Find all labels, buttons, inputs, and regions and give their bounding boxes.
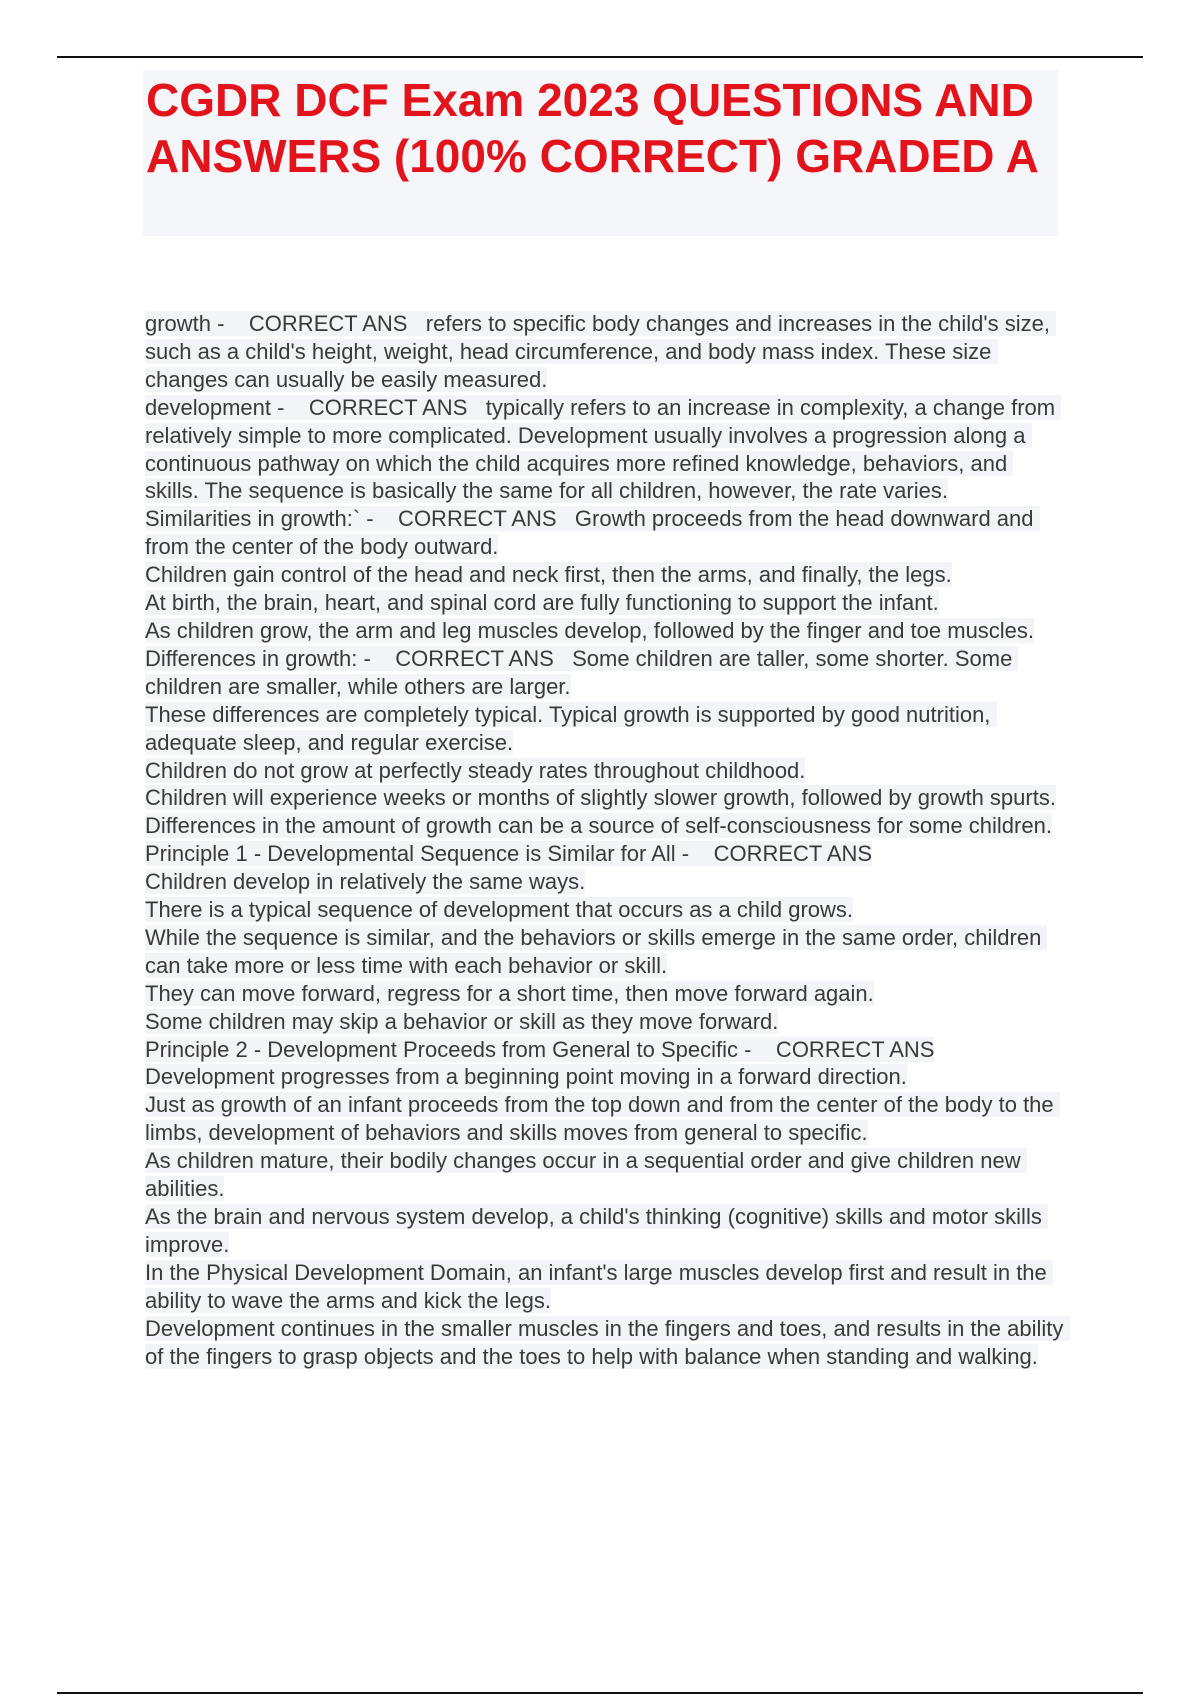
paragraph <box>145 505 1065 561</box>
paragraph-text: growth - CORRECT ANS refers to specific body changes and increases in the child's size, such as a child's height, weight, head circumference, and body mass index. These size changes can usually be easily measured. <box>145 311 1057 392</box>
paragraph <box>145 757 1065 785</box>
paragraph <box>145 310 1065 394</box>
paragraph-text: Some children may skip a behavior or skill as they move forward. <box>145 1008 779 1034</box>
paragraph-text: As children mature, their bodily changes occur in a sequential order and give children new abilities. <box>145 1148 1027 1202</box>
paragraph-text: Children gain control of the head and neck first, then the arms, and finally, the legs. <box>145 562 952 588</box>
paragraph <box>145 1091 1065 1147</box>
paragraph-text: Differences in growth: - CORRECT ANS Some children are taller, some shorter. Some children are smaller, while others are larger. <box>145 645 1019 699</box>
paragraph <box>145 645 1065 701</box>
paragraph <box>145 896 1065 924</box>
paragraph <box>145 617 1065 645</box>
paragraph-text: Differences in the amount of growth can be a source of self-consciousness for some children. <box>145 813 1052 839</box>
paragraph-text: They can move forward, regress for a short time, then move forward again. <box>145 980 874 1006</box>
paragraph-text: While the sequence is similar, and the behaviors or skills emerge in the same order, children can take more or less time with each behavior or skill. <box>145 924 1048 978</box>
paragraph-text: Development continues in the smaller muscles in the fingers and toes, and results in the ability of the fingers to grasp objects and the toes to help with balance when standing and walking. <box>145 1315 1070 1369</box>
bottom-rule <box>57 1692 1143 1694</box>
document-body <box>145 310 1070 1370</box>
paragraph <box>145 784 1065 812</box>
paragraph <box>145 561 1065 589</box>
paragraph <box>145 394 1065 506</box>
paragraph-text: Just as growth of an infant proceeds from the top down and from the center of the body to the limbs, development of behaviors and skills moves from general to specific. <box>145 1092 1060 1146</box>
paragraph-text: Similarities in growth:` - CORRECT ANS Growth proceeds from the head downward and from the center of the body outward. <box>145 506 1040 560</box>
paragraph-text: Children develop in relatively the same ways. <box>145 869 586 895</box>
paragraph-text: Development progresses from a beginning point moving in a forward direction. <box>145 1064 907 1090</box>
paragraph <box>145 1203 1065 1259</box>
paragraph <box>145 1063 1065 1091</box>
paragraph-text: Children do not grow at perfectly steady rates throughout childhood. <box>145 757 806 783</box>
paragraph <box>145 1315 1070 1371</box>
paragraph-text: As the brain and nervous system develop, a child's thinking (cognitive) skills and motor skills improve. <box>145 1204 1048 1257</box>
paragraph-text: Principle 2 - Development Proceeds from General to Specific - CORRECT ANS <box>145 1036 935 1062</box>
top-rule <box>57 56 1143 58</box>
paragraph <box>145 589 1065 617</box>
paragraph-text: These differences are completely typical. Typical growth is supported by good nutrition, adequate sleep, and regular exercise. <box>145 701 997 755</box>
paragraph-text: As children grow, the arm and leg muscles develop, followed by the finger and toe muscles. <box>145 617 1035 643</box>
paragraph <box>145 812 1065 840</box>
paragraph <box>145 840 1065 868</box>
paragraph <box>145 1147 1065 1203</box>
paragraph-text: Children will experience weeks or months of slightly slower growth, followed by growth spurts. <box>145 785 1056 811</box>
paragraph <box>145 1259 1065 1315</box>
paragraph <box>145 1036 1065 1064</box>
paragraph <box>145 701 1065 757</box>
document-title: CGDR DCF Exam 2023 QUESTIONS AND ANSWERS (100% CORRECT) GRADED A <box>146 74 1039 182</box>
paragraph-text: Principle 1 - Developmental Sequence is Similar for All - CORRECT ANS <box>145 841 873 867</box>
paragraph <box>145 980 1065 1008</box>
paragraph <box>145 1008 1065 1036</box>
paragraph <box>145 868 1065 896</box>
paragraph-text: There is a typical sequence of development that occurs as a child grows. <box>145 897 854 923</box>
paragraph-text: At birth, the brain, heart, and spinal cord are fully functioning to support the infant. <box>145 590 939 616</box>
paragraph-text: In the Physical Development Domain, an infant's large muscles develop first and result in the ability to wave the arms and kick the legs. <box>145 1259 1053 1313</box>
paragraph <box>145 924 1065 980</box>
paragraph-text: development - CORRECT ANS typically refers to an increase in complexity, a change from relatively simple to more complicated. Development usually involves a progression along a continuous pathway on which the child acquires more refined knowledge, behaviors, and skills. The sequence is basically the same for all children, however, the rate varies. <box>145 394 1062 504</box>
